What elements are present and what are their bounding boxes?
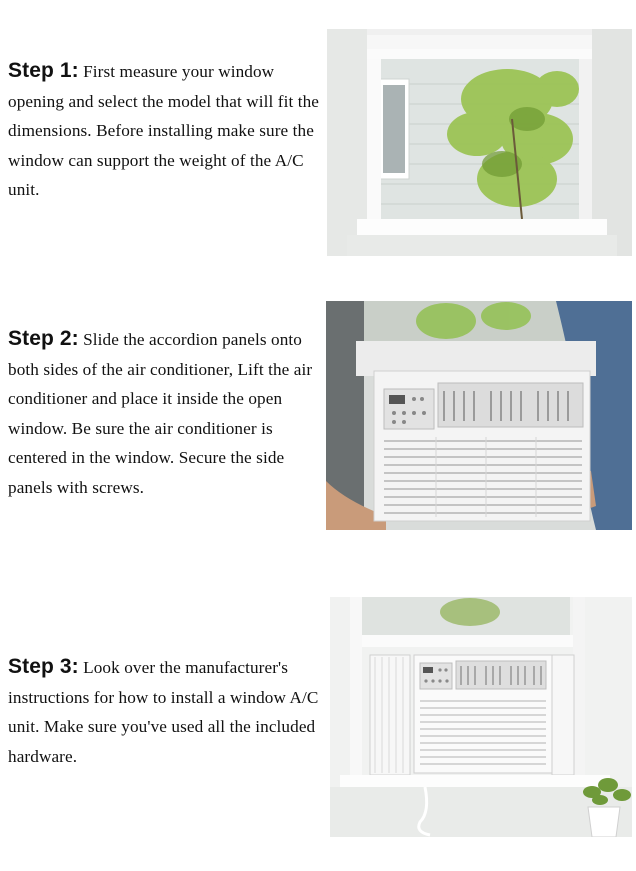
step-2-description: Slide the accordion panels onto both sides of the air conditioner, Lift the air conditioner and place it inside the open window. Be sure the air conditioner is centered in the window. Secure the side panels with screws. [8,330,313,497]
installed-ac-photo-icon [330,597,632,837]
step-2-label: Step 2: [8,327,79,350]
step-3-label: Step 3: [8,655,79,678]
step-3-text [8,652,330,771]
step-1-text [8,56,326,205]
step-1-description: First measure your window opening and select the model that will fit the dimensions. Before installing make sure the window can support the weight of the A/C unit. [8,62,320,199]
step-1-label: Step 1: [8,59,79,82]
step-3-description: Look over the manufacturer's instructions for how to install a window A/C unit. Make sure you've used all the included hardware. [8,658,319,766]
ac-install-photo-icon [326,301,632,530]
window-photo-icon [327,29,632,256]
step-2-text [8,324,326,502]
